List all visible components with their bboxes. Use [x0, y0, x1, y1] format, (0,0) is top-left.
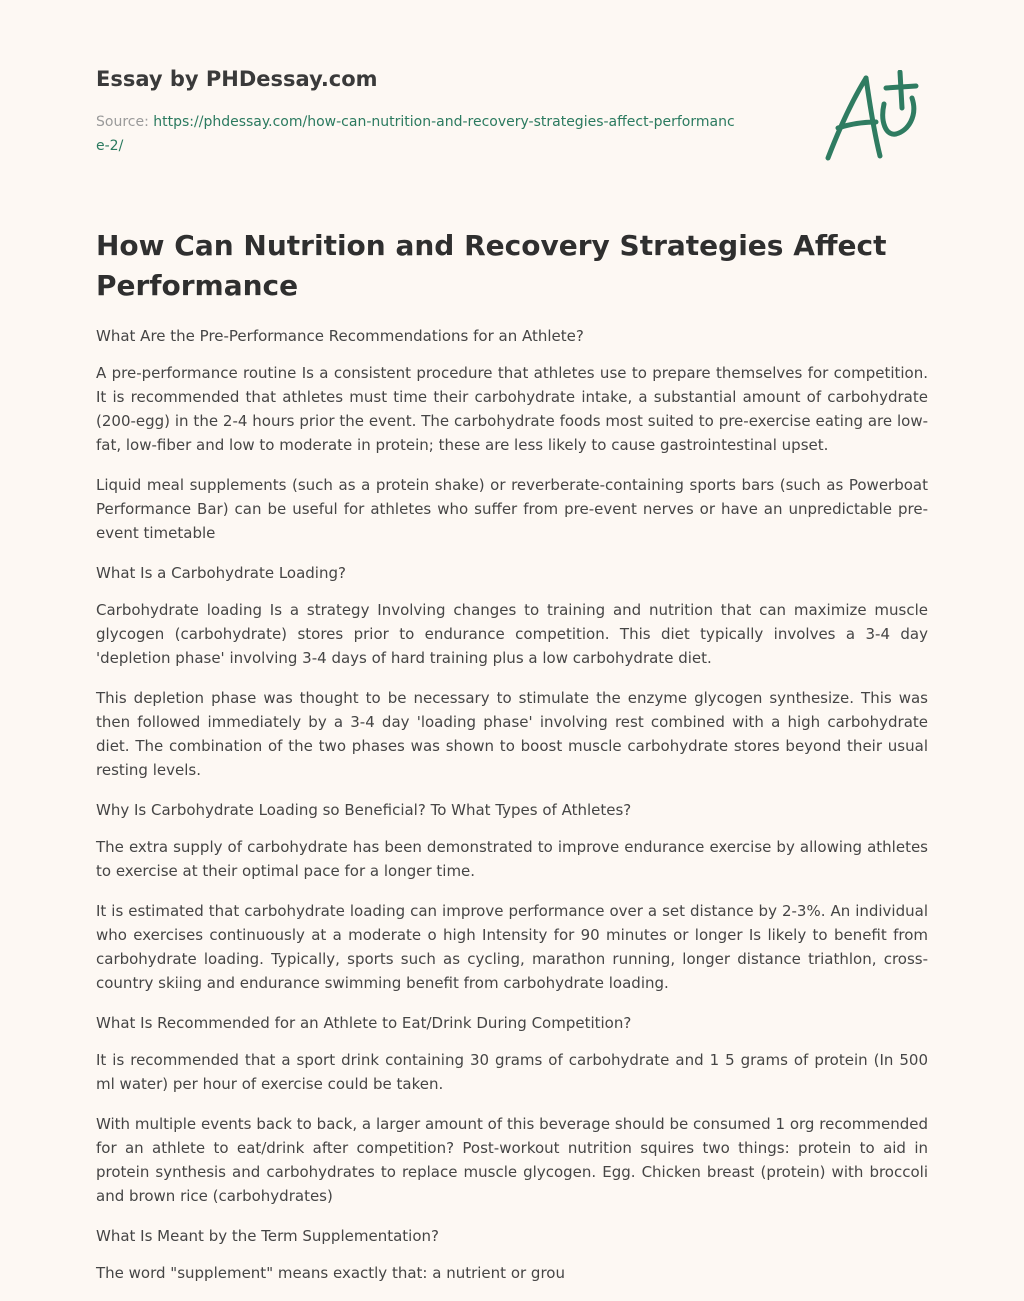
essay-paragraph: A pre-performance routine Is a consistent procedure that athletes use to prepare themselves for competition. It is recommended that athletes must time their carbohydrate intake, a substantial amount of carbohydrate (200-egg) in the 2-4 hours prior the event. The carbohydrate foods most suited to pre-exercise eating are low-fat, low-fiber and low to moderate in protein; these are less likely to cause gastrointestinal upset. — [96, 364, 928, 454]
essay-paragraph: The word "supplement" means exactly that: a nutrient or grou — [96, 1264, 565, 1282]
essay-title: How Can Nutrition and Recovery Strategies Affect Performance — [96, 229, 887, 302]
essay-paragraph: The extra supply of carbohydrate has been demonstrated to improve endurance exercise by allowing athletes to exercise at their optimal pace for a longer time. — [96, 838, 928, 880]
source-label: Source: — [96, 114, 149, 130]
essay-heading: Why Is Carbohydrate Loading so Beneficial? To What Types of Athletes? — [96, 801, 632, 819]
essay-heading: What Are the Pre-Performance Recommendations for an Athlete? — [96, 327, 584, 345]
essay-body — [96, 324, 928, 1301]
essay-heading: What Is a Carbohydrate Loading? — [96, 564, 346, 582]
essay-paragraph: With multiple events back to back, a larger amount of this beverage should be consumed 1 org recommended for an athlete to eat/drink after competition? Post-workout nutrition squires two things: protein to aid in protein synthesis and carbohydrates to replace muscle glycogen. Egg. Chicken breast (protein) with broccoli and brown rice (carbohydrates) — [96, 1115, 928, 1205]
a-plus-logo-icon — [824, 70, 924, 162]
essay-paragraph: Liquid meal supplements (such as a protein shake) or reverberate-containing sports bars (such as Powerboat Performance Bar) can be useful for athletes who suffer from pre-event nerves or have an unpredictable pre-event timetable — [96, 476, 928, 542]
essay-paragraph: Carbohydrate loading Is a strategy Involving changes to training and nutrition that can maximize muscle glycogen (carbohydrate) stores prior to endurance competition. This diet typically involves a 3-4 day 'depletion phase' involving 3-4 days of hard training plus a low carbohydrate diet. — [96, 601, 928, 667]
source-line — [96, 110, 736, 158]
essay-heading: What Is Recommended for an Athlete to Eat/Drink During Competition? — [96, 1014, 632, 1032]
essay-paragraph: It is estimated that carbohydrate loading can improve performance over a set distance by 2-3%. An individual who exercises continuously at a moderate o high Intensity for 90 minutes or longer Is likely to benefit from carbohydrate loading. Typically, sports such as cycling, marathon running, longer distance triathlon, cross-country skiing and endurance swimming benefit from carbohydrate loading. — [96, 902, 928, 992]
essay-paragraph: This depletion phase was thought to be necessary to stimulate the enzyme glycogen synthesize. This was then followed immediately by a 3-4 day 'loading phase' involving rest combined with a high carbohydrate diet. The combination of the two phases was shown to boost muscle carbohydrate stores beyond their usual resting levels. — [96, 689, 928, 779]
essay-paragraph: It is recommended that a sport drink containing 30 grams of carbohydrate and 1 5 grams of protein (In 500 ml water) per hour of exercise could be taken. — [96, 1051, 928, 1093]
brand-title: Essay by PHDessay.com — [96, 67, 378, 91]
source-link[interactable]: https://phdessay.com/how-can-nutrition-and-recovery-strategies-affect-performance-2/ — [96, 114, 735, 154]
essay-heading: What Is Meant by the Term Supplementation? — [96, 1227, 439, 1245]
